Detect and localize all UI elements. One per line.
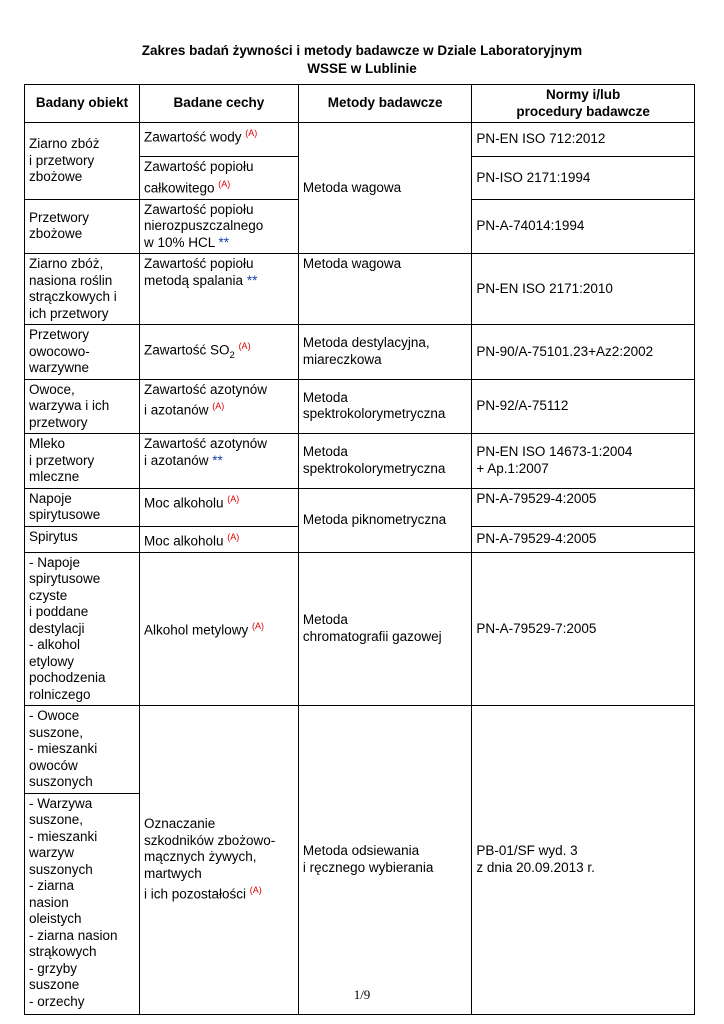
norm-cell: PB-01/SF wyd. 3 z dnia 20.09.2013 r. bbox=[472, 706, 695, 1015]
object-cell: Spirytus bbox=[25, 526, 140, 552]
norm-cell: PN-90/A-75101.23+Az2:2002 bbox=[472, 325, 695, 380]
header-metody-badawcze: Metody badawcze bbox=[298, 85, 472, 123]
norm-cell: PN-A-74014:1994 bbox=[472, 199, 695, 254]
feature-cell: Zawartość popiołu nierozpuszczalnego w 10% HCL ** bbox=[139, 199, 298, 254]
feature-cell: Zawartość $SO_2$ $^{(A)}$ bbox=[139, 325, 298, 380]
table-row bbox=[25, 434, 695, 489]
table-row bbox=[25, 379, 695, 434]
header-normy: Normy i/lub procedury badawcze bbox=[472, 85, 695, 123]
page-subtitle: WSSE w Lublinie bbox=[307, 61, 417, 76]
method-cell: Metoda wagowa bbox=[298, 123, 472, 254]
method-cell: Metoda odsiewania i ręcznego wybierania bbox=[298, 706, 472, 1015]
norm-cell: PN-A-79529-4:2005 bbox=[472, 526, 695, 552]
object-cell: Napoje spirytusowe bbox=[25, 488, 140, 526]
research-scope-table bbox=[24, 84, 695, 1015]
feature-cell: Zawartość popiołu całkowitego $^{(A)}$ bbox=[139, 157, 298, 200]
feature-cell: Moc alkoholu $^{(A)}$ bbox=[139, 526, 298, 552]
method-cell: Metoda spektrokolorymetryczna bbox=[298, 379, 472, 434]
table-row bbox=[25, 325, 695, 380]
object-cell: Ziarno zbóż i przetwory zbożowe bbox=[25, 123, 140, 200]
norm-cell: PN-EN ISO 14673-1:2004 + Ap.1:2007 bbox=[472, 434, 695, 489]
header-badany-obiekt: Badany obiekt bbox=[25, 85, 140, 123]
feature-cell: Zawartość wody $^{(A)}$ bbox=[139, 123, 298, 157]
object-cell: Przetwory zbożowe bbox=[25, 199, 140, 254]
object-cell: Mleko i przetwory mleczne bbox=[25, 434, 140, 489]
method-cell: Metoda wagowa bbox=[298, 254, 472, 325]
object-cell: Przetwory owocowo- warzywne bbox=[25, 325, 140, 380]
feature-cell: Zawartość popiołu metodą spalania ** bbox=[139, 254, 298, 325]
norm-cell: PN-A-79529-7:2005 bbox=[472, 552, 695, 706]
object-cell: Owoce, warzywa i ich przetwory bbox=[25, 379, 140, 434]
method-cell: Metoda destylacyjna, miareczkowa bbox=[298, 325, 472, 380]
feature-cell: Alkohol metylowy $^{(A)}$ bbox=[139, 552, 298, 706]
table-row bbox=[25, 488, 695, 526]
table-row bbox=[25, 254, 695, 325]
table-row bbox=[25, 123, 695, 157]
table-header-row bbox=[25, 85, 695, 123]
method-cell: Metoda chromatografii gazowej bbox=[298, 552, 472, 706]
table-row bbox=[25, 552, 695, 706]
object-cell: Ziarno zbóż, nasiona roślin strączkowych i ich przetwory bbox=[25, 254, 140, 325]
norm-cell: PN-EN ISO 2171:2010 bbox=[472, 254, 695, 325]
norm-cell: PN-92/A-75112 bbox=[472, 379, 695, 434]
header-badane-cechy: Badane cechy bbox=[139, 85, 298, 123]
object-cell: - Napoje spirytusowe czyste i poddane destylacji - alkohol etylowy pochodzenia rolniczego bbox=[25, 552, 140, 706]
method-cell: Metoda spektrokolorymetryczna bbox=[298, 434, 472, 489]
feature-cell: Moc alkoholu $^{(A)}$ bbox=[139, 488, 298, 526]
feature-cell: Oznaczanie szkodników zbożowo- mącznych żywych, martwych i ich pozostałości $^{(A)}$ bbox=[139, 706, 298, 1015]
norm-cell: PN-EN ISO 712:2012 bbox=[472, 123, 695, 157]
table-row bbox=[25, 706, 695, 794]
feature-cell: Zawartość azotynów i azotanów $^{(A)}$ bbox=[139, 379, 298, 434]
norm-cell: PN-A-79529-4:2005 bbox=[472, 488, 695, 526]
method-cell: Metoda piknometryczna bbox=[298, 488, 472, 552]
object-cell: - Owoce suszone, - mieszanki owoców suszonych bbox=[25, 706, 140, 794]
page-number: 1/9 bbox=[353, 987, 371, 1002]
object-cell: - Warzywa suszone, - mieszanki warzyw suszonych - ziarna nasion oleistych - ziarna nasion strąkowych - grzyby suszone - orzechy bbox=[25, 793, 140, 1014]
norm-cell: PN-ISO 2171:1994 bbox=[472, 157, 695, 200]
page-title: Zakres badań żywności i metody badawcze w Dziale Laboratoryjnym bbox=[141, 43, 583, 58]
feature-cell: Zawartość azotynów i azotanów ** bbox=[139, 434, 298, 489]
